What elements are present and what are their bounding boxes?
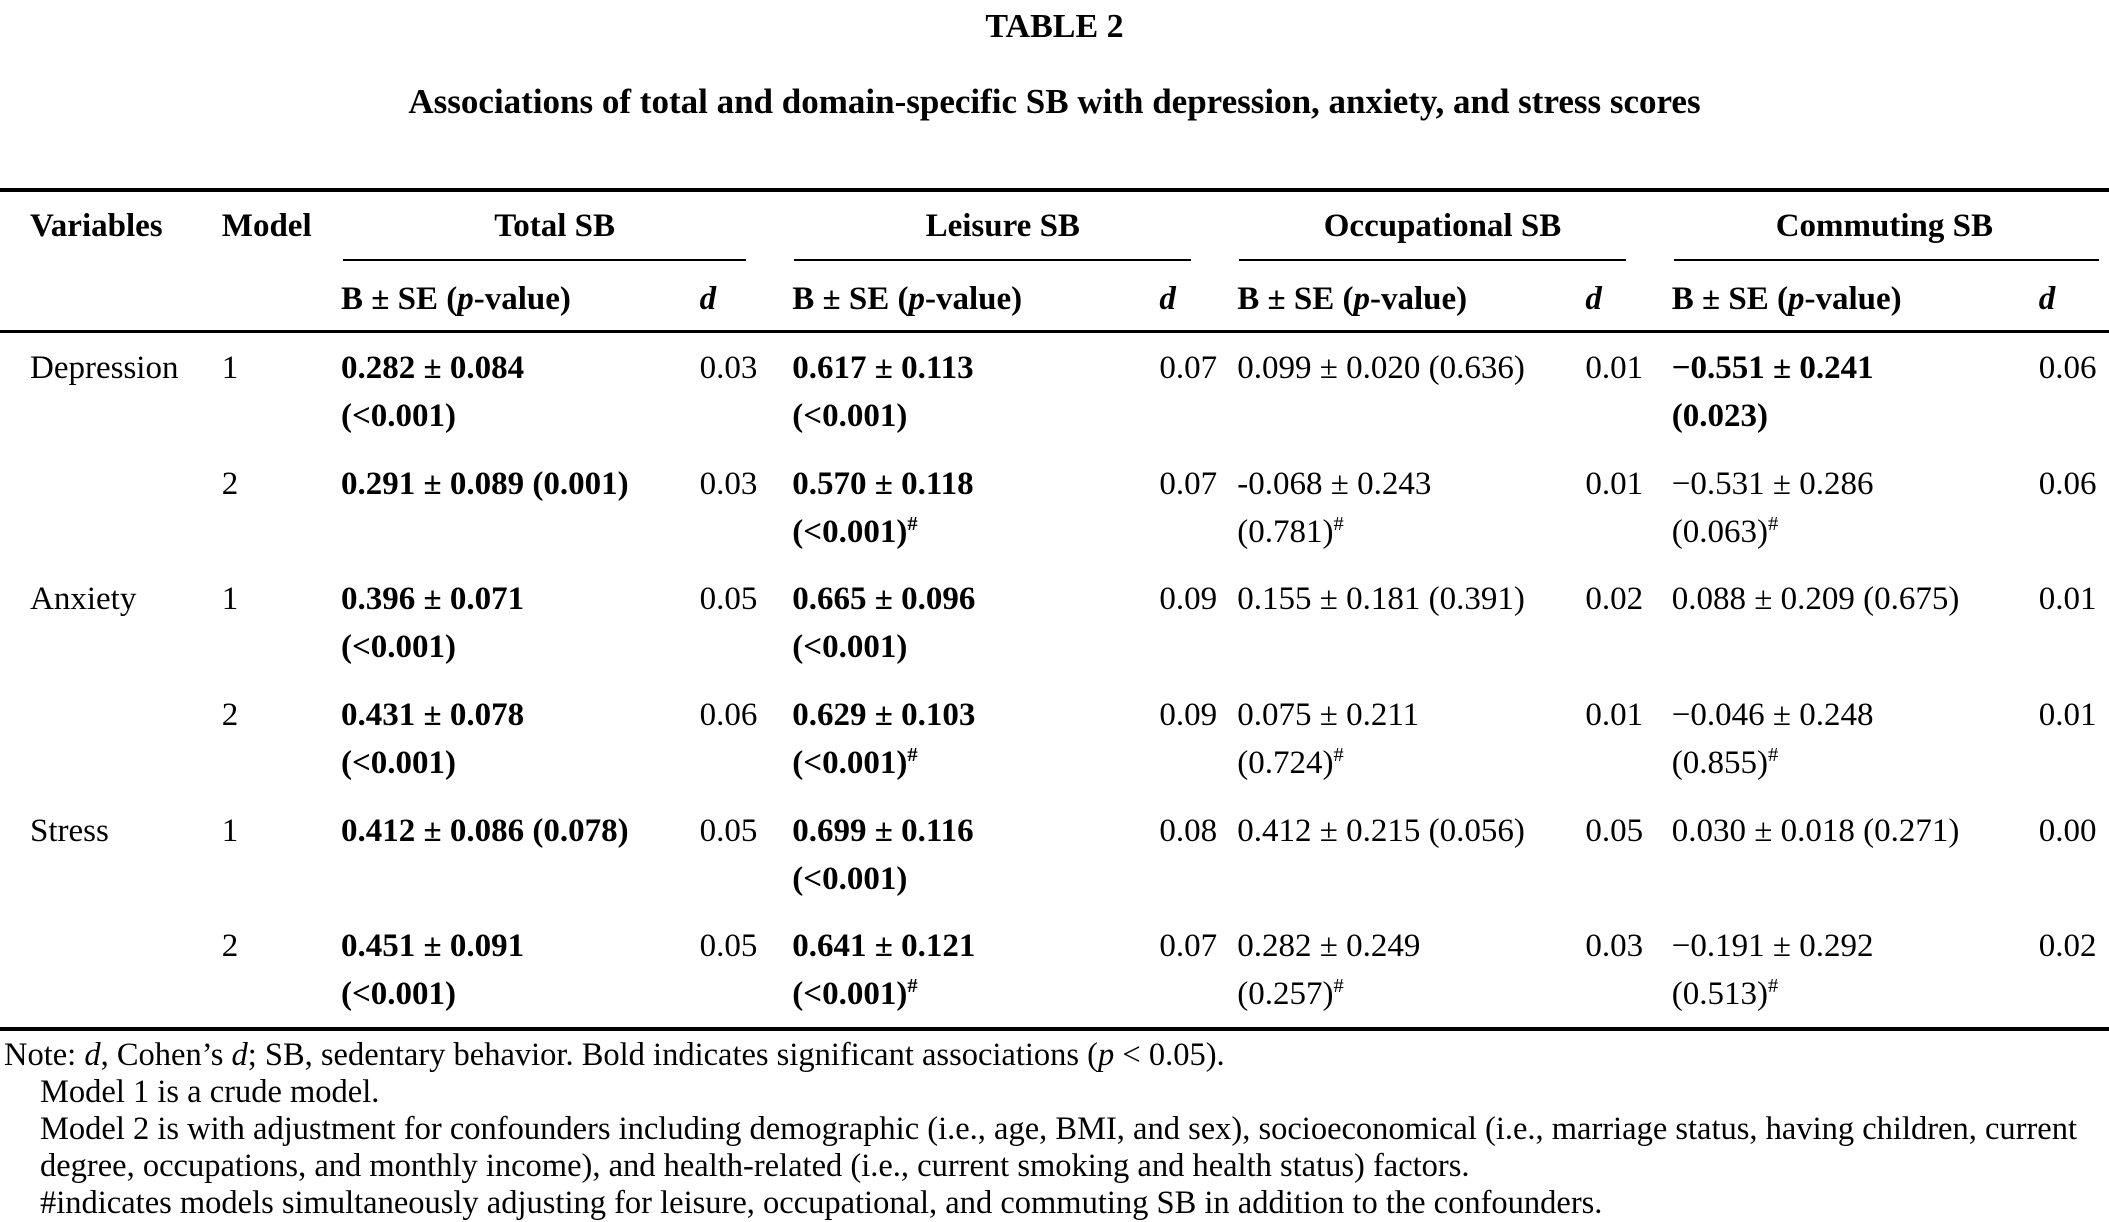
cohens-d-cell: 0.01 [2038,697,2097,734]
estimate-cell: −0.531 ± 0.286 (0.063)# [1671,465,1874,550]
estimate-cell: −0.046 ± 0.248 (0.855)# [1671,697,1874,781]
column-header-b-se-occupational: B ± SE (p-value) [1225,261,1575,332]
table-row [0,449,2109,565]
estimate-cell: −0.551 ± 0.241 (0.023) [1671,350,1874,434]
estimate-cell: 0.699 ± 0.116 (<0.001) [792,812,974,897]
column-header-d-commuting: d [2029,261,2109,332]
column-header-b-se-leisure: B ± SE (p-value) [780,261,1149,332]
model-cell: 2 [221,928,239,965]
group-header-leisure-sb: Leisure SB [780,190,1225,261]
model-cell: 1 [221,581,239,618]
cohens-d-cell: 0.00 [2038,812,2097,849]
cohens-d-cell: 0.01 [1585,697,1644,734]
variable-cell [0,911,190,1029]
cohens-d-cell: 0.03 [699,350,758,386]
table-number-title: TABLE 2 [985,8,1124,45]
cohens-d-cell: 0.05 [699,928,758,965]
cohens-d-cell: 0.03 [699,465,758,502]
estimate-cell: 0.570 ± 0.118 (<0.001)# [792,465,974,550]
estimate-cell: 0.282 ± 0.249 (0.257)# [1237,928,1421,1013]
cohens-d-cell: 0.05 [699,812,758,849]
cohens-d-cell: 0.05 [699,581,758,618]
column-header-b-se-commuting: B ± SE (p-value) [1660,261,2029,332]
group-header-occupational-sb: Occupational SB [1225,190,1659,261]
table-notes [0,1037,2109,1222]
group-header-total-sb: Total SB [329,190,780,261]
variable-cell: Anxiety [30,581,137,618]
column-header-d-leisure: d [1149,261,1225,332]
table-row [0,796,2109,912]
estimate-cell: 0.412 ± 0.086 (0.078) [340,812,629,849]
estimate-cell: -0.068 ± 0.243 (0.781)# [1237,465,1432,550]
cohens-d-cell: 0.07 [1159,928,1218,965]
estimate-cell: 0.641 ± 0.121 (<0.001)# [792,928,976,1013]
table-row [0,911,2109,1029]
cohens-d-cell: 0.01 [1585,465,1644,502]
column-header-b-se-total: B ± SE (p-value) [329,261,690,332]
cohens-d-cell: 0.06 [2038,465,2097,502]
cohens-d-cell: 0.09 [1159,697,1218,734]
table-row [0,332,2109,449]
table-row [0,564,2109,680]
estimate-cell: −0.191 ± 0.292 (0.513)# [1671,928,1874,1013]
cohens-d-cell: 0.01 [1585,350,1644,386]
column-header-variables: Variables [0,190,190,332]
model-cell: 2 [221,697,239,734]
table-row [0,680,2109,796]
cohens-d-cell: 0.02 [1585,581,1644,618]
estimate-cell: 0.629 ± 0.103 (<0.001)# [792,697,976,781]
estimate-cell: 0.282 ± 0.084 (<0.001) [340,350,525,434]
column-header-d-occupational: d [1575,261,1659,332]
cohens-d-cell: 0.07 [1159,350,1218,386]
model-cell: 1 [221,812,239,849]
column-header-model: Model [190,190,329,332]
cohens-d-cell: 0.06 [699,697,758,734]
cohens-d-cell: 0.09 [1159,581,1218,618]
note-line: Model 2 is with adjustment for confounders including demographic (i.e., age, BMI, and sex), socioeconomical (i.e., marriage status, having children, current degree, occupations, and monthly income), and health-related (i.e., current smoking and health status) factors. [40,1111,2077,1185]
cohens-d-cell: 0.02 [2038,928,2097,965]
estimate-cell: 0.451 ± 0.091 (<0.001) [340,928,525,1013]
variable-cell: Stress [30,812,109,849]
cohens-d-cell: 0.07 [1159,465,1218,502]
note-line: Note: d, Cohen’s d; SB, sedentary behavior. Bold indicates significant associations (p < 0.05). [4,1037,1225,1074]
estimate-cell: 0.030 ± 0.018 (0.271) [1671,812,1960,849]
table-body [0,332,2109,1030]
estimate-cell: 0.665 ± 0.096 (<0.001) [792,581,976,666]
estimate-cell: 0.155 ± 0.181 (0.391) [1237,581,1525,618]
estimate-cell: 0.431 ± 0.078 (<0.001) [340,697,525,781]
group-header-commuting-sb: Commuting SB [1660,190,2109,261]
cohens-d-cell: 0.03 [1585,928,1644,965]
estimate-cell: 0.396 ± 0.071 (<0.001) [340,581,525,666]
results-table [0,188,2109,1031]
estimate-cell: 0.099 ± 0.020 (0.636) [1237,350,1525,386]
table-caption: Associations of total and domain-specific SB with depression, anxiety, and stress scores [408,82,1701,121]
estimate-cell: 0.412 ± 0.215 (0.056) [1237,812,1525,849]
column-header-d-total: d [690,261,781,332]
cohens-d-cell: 0.05 [1585,812,1644,849]
model-cell: 2 [221,465,239,502]
estimate-cell: 0.075 ± 0.211 (0.724)# [1237,697,1420,781]
cohens-d-cell: 0.08 [1159,812,1218,849]
cohens-d-cell: 0.01 [2038,581,2097,618]
note-line: Model 1 is a crude model. [40,1074,380,1111]
note-line: #indicates models simultaneously adjusting for leisure, occupational, and commuting SB in addition to the confounders. [40,1185,1603,1222]
model-cell: 1 [221,350,239,386]
estimate-cell: 0.617 ± 0.113 (<0.001) [792,350,974,434]
estimate-cell: 0.291 ± 0.089 (0.001) [340,465,629,502]
cohens-d-cell: 0.06 [2038,350,2097,386]
estimate-cell: 0.088 ± 0.209 (0.675) [1671,581,1960,618]
group-header-row [0,190,2109,261]
variable-cell: Depression [30,350,179,386]
variable-cell [0,680,190,796]
variable-cell [0,449,190,565]
